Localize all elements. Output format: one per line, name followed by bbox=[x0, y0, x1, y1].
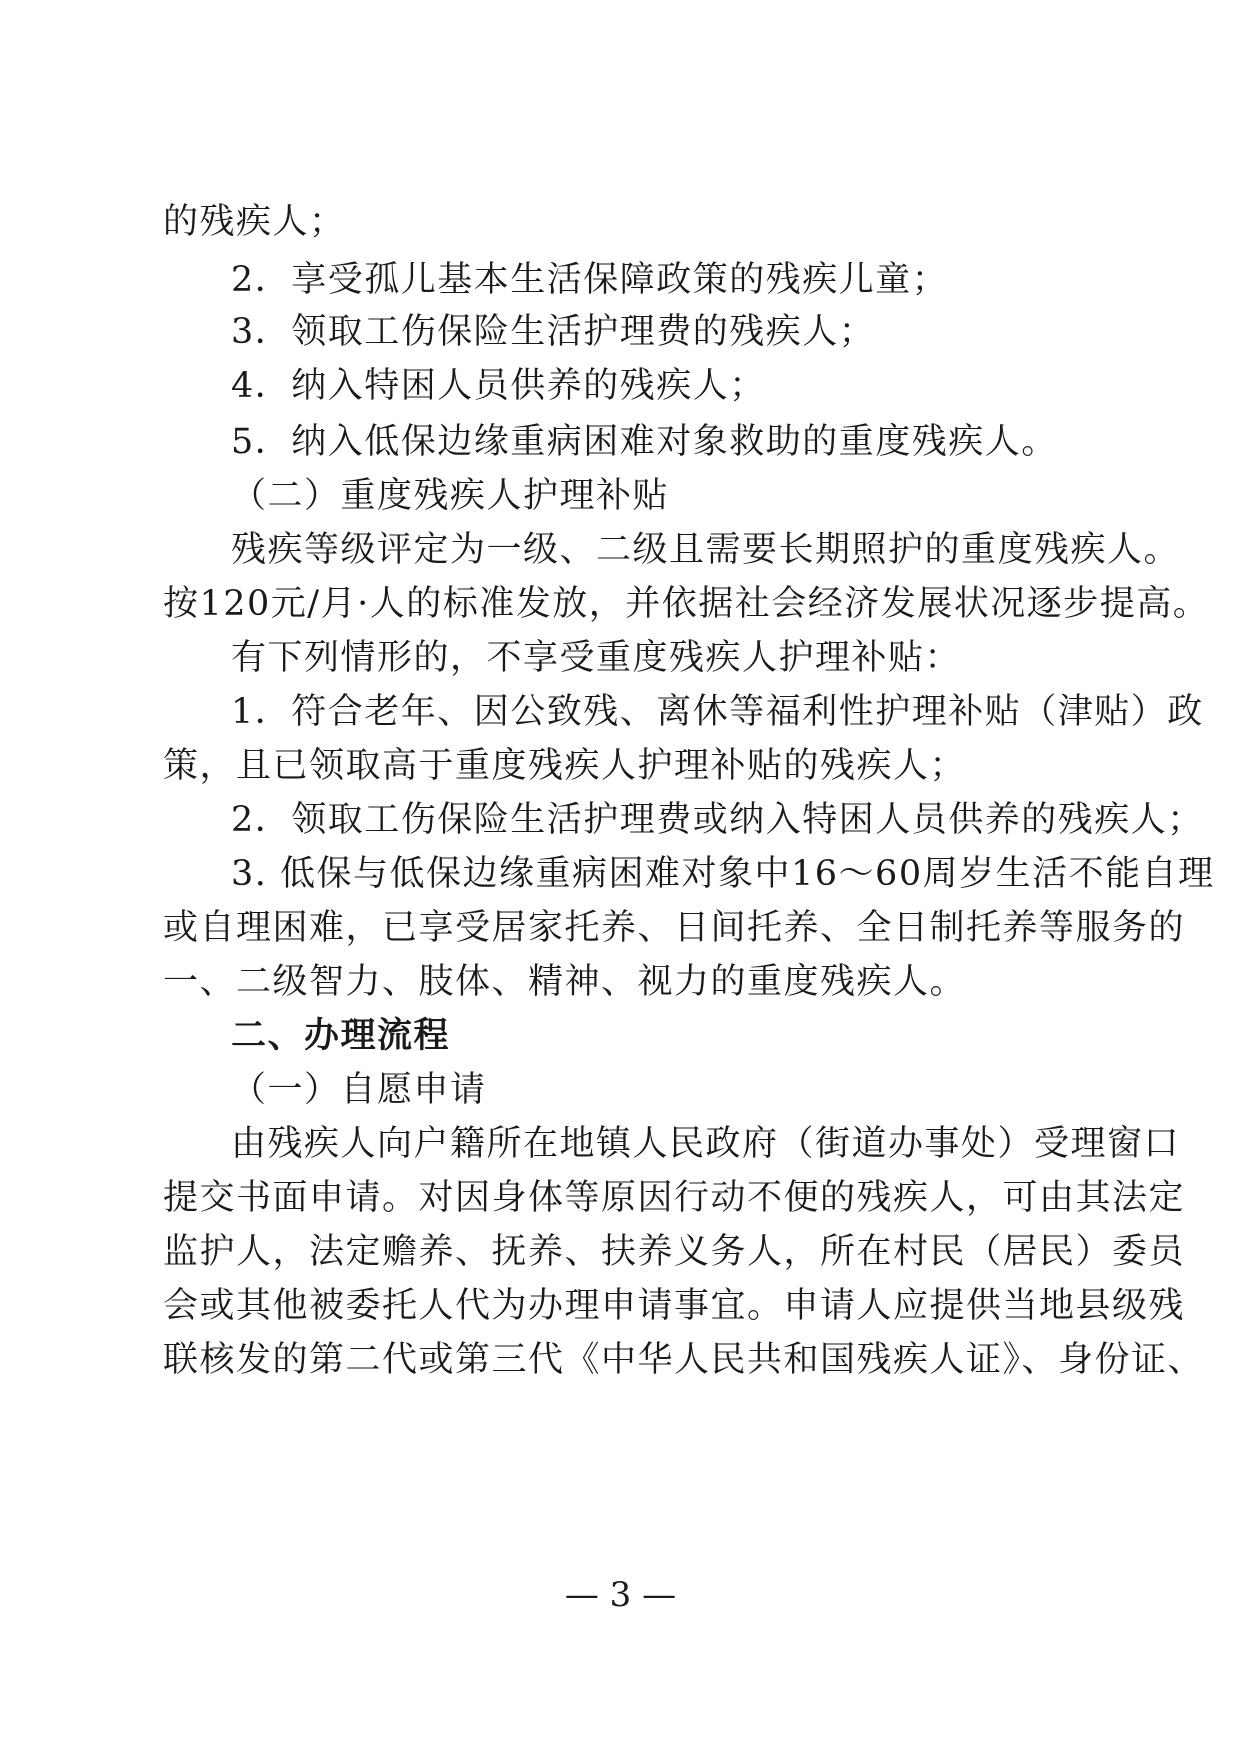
list-item-2: 2．享受孤儿基本生活保障政策的残疾儿童； bbox=[231, 260, 949, 300]
subheading-severe-care-subsidy: （二）重度残疾人护理补贴 bbox=[231, 476, 670, 516]
list-item-3: 3．领取工伤保险生活护理费的残疾人； bbox=[231, 312, 876, 352]
list-item-3-continuation: 或自理困难，已享受居家托养、日间托养、全日制托养等服务的 bbox=[163, 908, 1186, 948]
paragraph-line: 残疾等级评定为一级、二级且需要长期照护的重度残疾人。 bbox=[231, 530, 1181, 570]
list-item-3-continuation: 一、二级智力、肢体、精神、视力的重度残疾人。 bbox=[163, 962, 967, 1002]
paragraph-line: 提交书面申请。对因身体等原因行动不便的残疾人，可由其法定 bbox=[163, 1178, 1186, 1218]
paragraph-line: 会或其他被委托人代为办理申请事宜。申请人应提供当地县级残 bbox=[163, 1286, 1186, 1326]
list-item-1: 1．符合老年、因公致残、离休等福利性护理补贴（津贴）政 bbox=[231, 692, 1204, 732]
list-item-5: 5．纳入低保边缘重病困难对象救助的重度残疾人。 bbox=[231, 422, 1058, 462]
paragraph-line: 联核发的第二代或第三代《中华人民共和国残疾人证》、身份证、 bbox=[163, 1340, 1205, 1380]
paragraph-line: 监护人，法定赡养、抚养、扶养义务人，所在村民（居民）委员 bbox=[163, 1232, 1186, 1272]
list-item-1-continuation: 策，且已领取高于重度残疾人护理补贴的残疾人； bbox=[163, 746, 967, 786]
section-heading-process: 二、办理流程 bbox=[231, 1015, 451, 1056]
text-line-continuation: 的残疾人； bbox=[163, 202, 346, 242]
page-number: — 3 — bbox=[564, 1575, 677, 1615]
paragraph-line: 由残疾人向户籍所在地镇人民政府（街道办事处）受理窗口 bbox=[231, 1124, 1181, 1164]
list-item-4: 4．纳入特困人员供养的残疾人； bbox=[231, 366, 766, 406]
list-item-3: 3. 低保与低保边缘重病困难对象中16～60周岁生活不能自理 bbox=[231, 854, 1215, 894]
paragraph-line: 按120元/月·人的标准发放，并依据社会经济发展状况逐步提高。 bbox=[163, 584, 1210, 624]
subheading-voluntary-application: （一）自愿申请 bbox=[231, 1070, 487, 1110]
paragraph-line: 有下列情形的，不享受重度残疾人护理补贴： bbox=[231, 638, 962, 678]
list-item-2: 2．领取工伤保险生活护理费或纳入特困人员供养的残疾人； bbox=[231, 800, 1204, 840]
